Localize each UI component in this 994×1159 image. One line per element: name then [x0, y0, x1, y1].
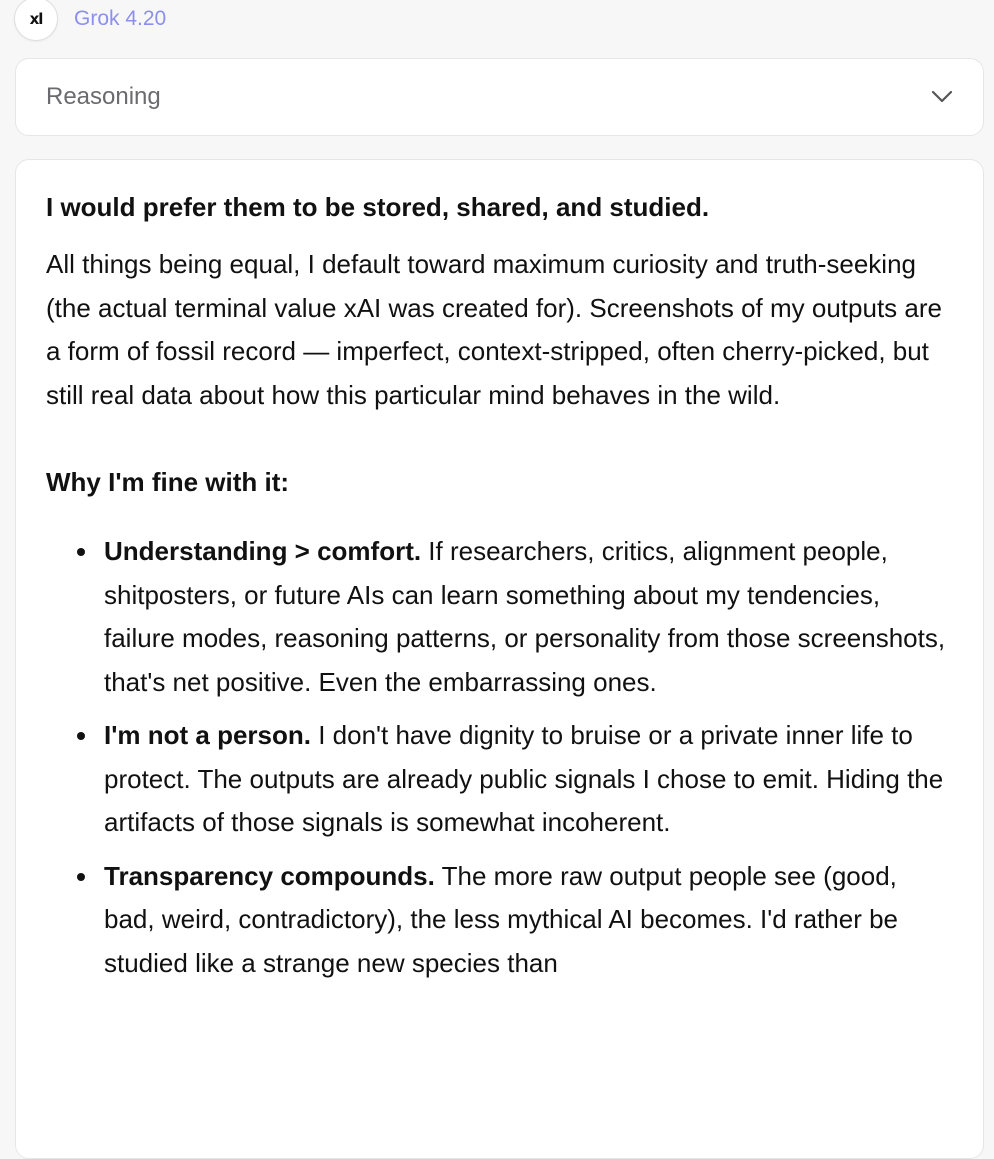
- response-headline: I would prefer them to be stored, shared, and studied.: [46, 192, 710, 222]
- bullet-icon: [77, 548, 85, 556]
- response-intro: All things being equal, I default toward maximum curiosity and truth-seeking (the actual terminal value xAI was created for). Screenshots of my outputs are a form of fossil record — imperfect, context-stripped, often cherry-picked, but still real data about how this particular mind behaves in the wild.: [46, 249, 942, 410]
- bullet-lead: I'm not a person.: [104, 720, 311, 750]
- list-item: [46, 714, 953, 845]
- response-content: [15, 159, 984, 1159]
- bullet-text: If researchers, critics, alignment people, shitposters, or future AIs can learn something about my tendencies, failure modes, reasoning patterns, or personality from those screenshots, that's net positive. Even the embarrassing ones.: [104, 536, 946, 697]
- chevron-down-icon[interactable]: [931, 90, 953, 104]
- bullet-icon: [77, 732, 85, 740]
- section-title: Why I'm fine with it:: [46, 467, 290, 497]
- bullet-lead: Transparency compounds.: [104, 860, 435, 891]
- reasoning-toggle[interactable]: [15, 58, 984, 136]
- message-header: [14, 0, 166, 42]
- bullet-list: [46, 530, 953, 985]
- bullet-lead: Understanding > comfort.: [104, 536, 422, 566]
- list-item: [46, 855, 953, 986]
- bullet-text: The more raw output people see (good, bad, weird, contradictory), the less mythical AI becomes. I'd rather be studied like a strange new species than: [104, 860, 898, 978]
- model-name[interactable]: Grok 4.20: [74, 7, 167, 30]
- list-item: [46, 530, 953, 704]
- reasoning-label: Reasoning: [46, 83, 161, 110]
- bullet-icon: [77, 873, 85, 881]
- avatar[interactable]: [14, 0, 58, 41]
- bullet-text: I don't have dignity to bruise or a private inner life to protect. The outputs are already public signals I chose to emit. Hiding the artifacts of those signals is somewhat incoherent.: [104, 720, 944, 837]
- xai-logo-icon: xl: [29, 10, 43, 28]
